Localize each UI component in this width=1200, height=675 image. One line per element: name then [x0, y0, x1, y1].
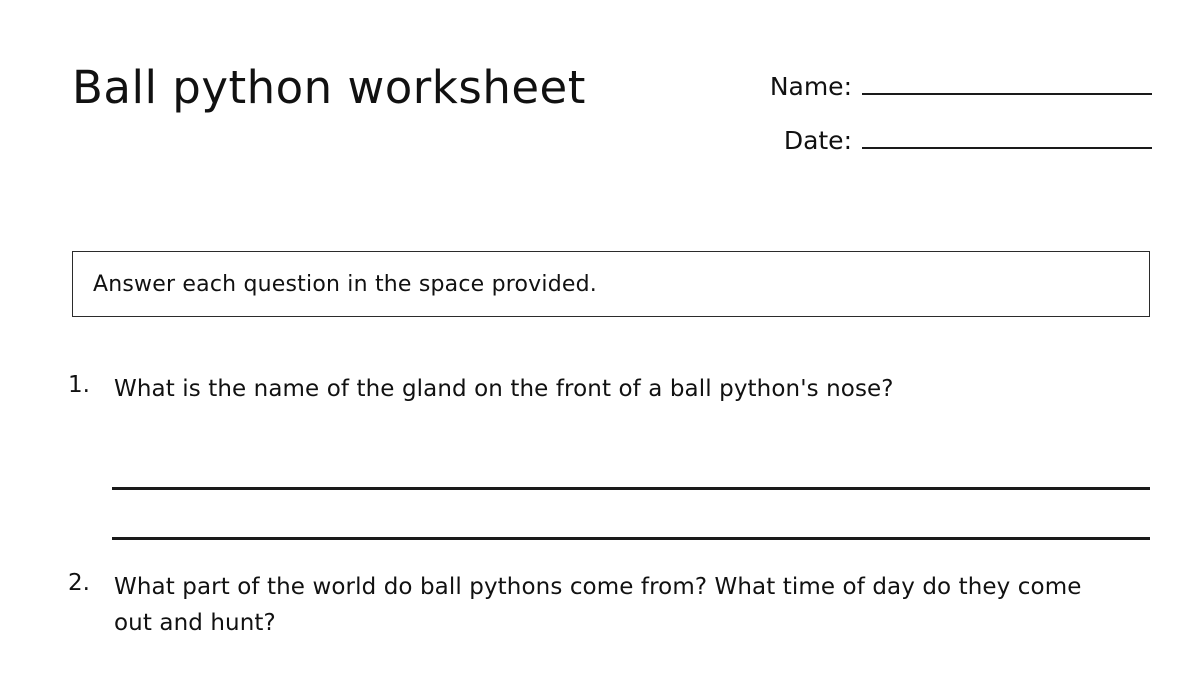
date-input-line[interactable] — [862, 123, 1152, 149]
question-text-1: What is the name of the gland on the front of a ball python's nose? — [114, 376, 894, 402]
date-field-label: Date: — [783, 126, 852, 155]
date-field-row — [762, 123, 1152, 155]
answer-area-1[interactable] — [112, 440, 1150, 540]
instruction-text: Answer each question in the space provided. — [93, 271, 597, 297]
question-number-1: 1. — [68, 372, 90, 398]
question-item-1 — [68, 372, 1154, 408]
name-field-label: Name: — [769, 72, 852, 101]
name-input-line[interactable] — [862, 69, 1152, 95]
question-text-2: What part of the world do ball pythons come from? What time of day do they come out and hunt? — [114, 574, 1082, 636]
instruction-box — [72, 251, 1150, 317]
name-field-row — [762, 69, 1152, 101]
answer-line[interactable] — [112, 440, 1150, 490]
page-title: Ball python worksheet — [72, 61, 586, 114]
worksheet-header — [72, 55, 1152, 185]
question-number-2: 2. — [68, 570, 90, 596]
question-item-2 — [68, 570, 1154, 641]
student-info-block — [762, 69, 1152, 177]
answer-line[interactable] — [112, 490, 1150, 540]
